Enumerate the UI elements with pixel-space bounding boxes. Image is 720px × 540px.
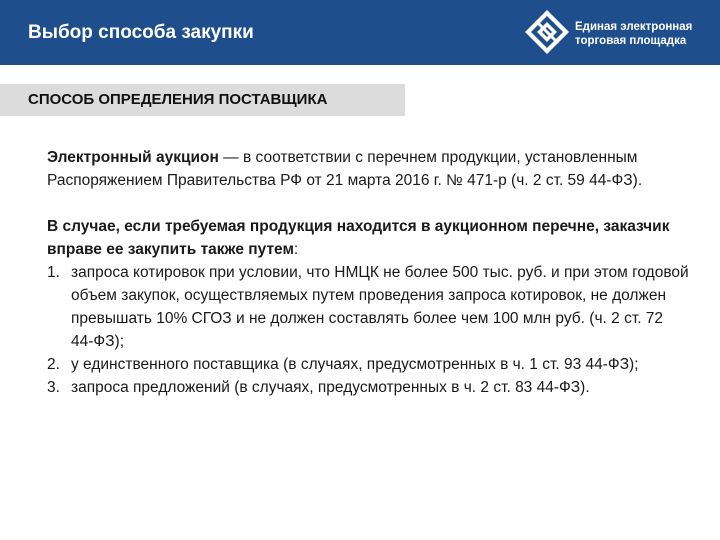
logo-text — [575, 20, 692, 48]
paragraph-auction — [47, 146, 697, 192]
paragraph-alternatives-bold: В случае, если требуемая продукция находится в аукционном перечне, заказчик вправе ее закупить также путем — [47, 218, 670, 258]
list-item-text: запроса предложений (в случаях, предусмотренных в ч. 2 ст. 83 44‑ФЗ). — [71, 379, 590, 396]
methods-list — [47, 261, 697, 399]
etp-diamond-logo-icon — [523, 8, 571, 56]
slide-header — [0, 0, 720, 65]
list-item-number: 1. — [47, 264, 60, 281]
paragraph-auction-text: — в соответствии с перечнем продукции, установленным Распоряжением Правительства РФ от 21 марта 2016 г. № 471‑р (ч. 2 ст. 59 44‑ФЗ). — [47, 149, 643, 189]
list-item-text: запроса котировок при условии, что НМЦК не более 500 тыс. руб. и при этом годовой объем закупок, осуществляемых путем проведения запроса котировок, не должен превышать 10% СГОЗ и не должен составлять более чем 100 млн руб. (ч. 2 ст. 72 44‑ФЗ); — [71, 264, 689, 350]
list-item — [47, 353, 697, 376]
list-item — [47, 376, 697, 399]
list-item — [47, 261, 697, 353]
etp-logo — [523, 8, 713, 58]
paragraph-alternatives-colon: : — [293, 241, 299, 258]
section-title: СПОСОБ ОПРЕДЕЛЕНИЯ ПОСТАВЩИКА — [28, 91, 328, 108]
slide-title: Выбор способа закупки — [28, 22, 254, 43]
content — [47, 146, 697, 399]
paragraph-auction-bold: Электронный аукцион — [47, 149, 219, 166]
section-bar — [0, 84, 405, 116]
list-item-number: 3. — [47, 379, 60, 396]
paragraph-alternatives — [47, 215, 697, 261]
logo-line-2: торговая площадка — [575, 35, 687, 47]
list-item-text: у единственного поставщика (в случаях, предусмотренных в ч. 1 ст. 93 44‑ФЗ); — [71, 356, 639, 373]
logo-line-1: Единая электронная — [575, 21, 693, 33]
list-item-number: 2. — [47, 356, 60, 373]
